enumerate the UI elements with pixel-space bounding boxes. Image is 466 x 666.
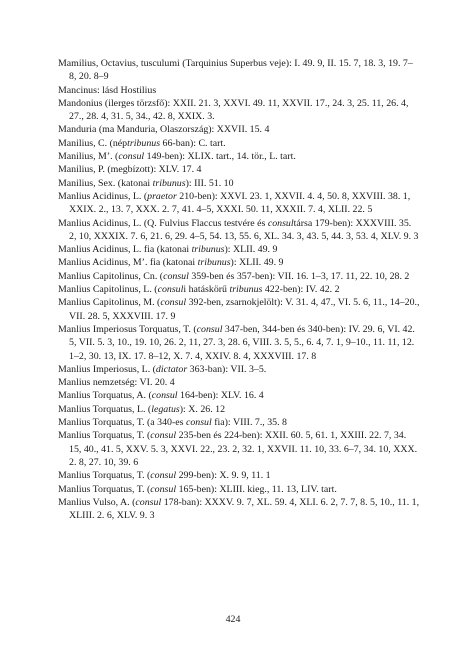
index-entry (58, 429, 420, 469)
italic-term: consul (150, 470, 177, 482)
page-number: 424 (225, 614, 241, 625)
italic-term: tribunus (191, 244, 225, 256)
italic-term: consul (151, 390, 178, 402)
index-entry (58, 150, 420, 163)
entry-text: Manlius Torquatus, T. (a 340-es (58, 417, 186, 429)
entry-text: Manlius Torquatus, A. ( (58, 390, 152, 402)
italic-term: tribunus (229, 284, 263, 296)
entry-text: Manlius Torquatus, T. ( (58, 430, 151, 442)
index-entry (58, 469, 420, 482)
entry-text: fia): VIII. 7., 35. 8 (211, 417, 287, 429)
entry-text: Manlius Torquatus, T. ( (58, 470, 151, 482)
italic-term: consul (118, 151, 145, 163)
index-entry (58, 496, 420, 523)
italic-term: consul (135, 496, 162, 508)
italic-term: dictator (155, 363, 188, 375)
entry-text: Manilius, Sex. (katonai (58, 177, 153, 189)
entry-text: Mandonius (ilerges törzsfő): XXII. 21. 3, XXVI. 49. 11, XXVII. 17., 24. 3, 25. 11, 26. 4, 27., 28. 4, 31. 5, 34., 42. 8, XXIX. 3. (58, 97, 409, 123)
entry-text: Manlius Capitolinus, M. ( (58, 297, 161, 309)
italic-term: consul (196, 323, 223, 335)
italic-term: consul (150, 483, 177, 495)
entry-text: 66-ban): C. tart. (160, 137, 226, 149)
italic-term: consul (267, 217, 294, 229)
entry-text: 347-ben, 344-ben és 340-ben): IV. 29. 6, VI. 42. 5, VII. 5. 3, 10., 19. 10, 26. 2, 11, 27. 3, 28. 6, VIII. 3. 5, 5., 6. 4, 7. 1, 9–10., 11. 11, 12. 1–2, 30. 13, IX. 17. 8–12, X. 7. 4, XXIV. 8. 4, XXXVIII. 17. 8 (69, 323, 415, 362)
italic-term: legatus (151, 403, 180, 415)
entry-text: 235-ben és 224-ben): XXII. 60. 5, 61. 1, XXIII. 22. 7, 34. 15, 40., 41. 5, XXV. 5. 3, XXVI. 22., 23. 2, 32. 1, XXVII. 11. 10, 33. 6–7, 34. 10, XXX. 2. 8, 27. 10, 39. 6 (69, 430, 418, 468)
entry-text: Manilius, C. (nép (58, 137, 128, 149)
entry-text: i hatáskörű (183, 284, 230, 296)
index-entry (58, 97, 420, 124)
index-entry (58, 270, 420, 283)
index-entry (58, 403, 420, 416)
entry-text: Manlius Imperiosus Torquatus, T. ( (58, 323, 197, 335)
italic-term: praetor (147, 190, 177, 202)
italic-term: consul (160, 297, 187, 309)
index-entry (58, 323, 420, 363)
italic-term: tribunus (127, 137, 161, 149)
entry-text: Mamilius, Octavius, tusculumi (Tarquinius Superbus veje): I. 49. 9, II. 15. 7, 18. 3, 19. 7–8, 20. 8–9 (58, 58, 413, 83)
italic-term: consul (163, 270, 189, 282)
entry-text: ): X. 26. 12 (179, 403, 226, 415)
index-entry (58, 416, 420, 429)
entry-text: Manlius Acidinus, L. (Q. Fulvius Flaccus testvére és (58, 217, 268, 229)
index-entry (58, 137, 420, 150)
entry-text: Manlius Capitolinus, Cn. ( (58, 270, 164, 282)
index-entry (58, 363, 420, 376)
index-entry (58, 389, 420, 402)
entry-text: 392-ben, zsarnokjelölt): V. 31. 4, 47., VI. 5. 6, 11., 14–20., VII. 28. 5, XXXVIII. 17. 9 (69, 297, 420, 322)
name-index-list (58, 57, 420, 522)
entry-text: ): XLII. 49. 9 (230, 257, 284, 269)
index-entry (58, 217, 420, 244)
entry-text: Manlius Torquatus, T. ( (58, 483, 151, 495)
index-entry (58, 163, 420, 176)
entry-text: Mancinus: lásd Hostilius (58, 84, 157, 96)
index-entry (58, 376, 420, 389)
entry-text: 299-ben): X. 9. 9, 11. 1 (176, 470, 271, 482)
entry-text: Manduria (ma Manduria, Olaszország): XXVII. 15. 4 (58, 124, 270, 136)
index-entry (58, 57, 420, 84)
entry-text: Manlius Capitolinus, L. ( (58, 284, 158, 296)
italic-term: consul (185, 417, 212, 429)
index-entry (58, 177, 420, 190)
entry-text: Manlius Acidinus, M’. fia (katonai (58, 257, 198, 269)
index-entry (58, 256, 420, 269)
entry-text: 149-ben): XLIX. tart., 14. tör., L. tart. (144, 151, 296, 163)
index-entry (58, 483, 420, 496)
entry-text: 359-ben és 357-ben): VII. 16. 1–3, 17. 11, 22. 10, 28. 2 (188, 270, 410, 282)
entry-text: 422-ben): IV. 42. 2 (262, 284, 340, 296)
entry-text: ): XLII. 49. 9 (224, 244, 278, 256)
entry-text: Manlius nemzetség: VI. 20. 4 (58, 377, 175, 389)
entry-text: Manilius, M’. ( (58, 151, 119, 163)
index-entry (58, 123, 420, 136)
index-entry (58, 296, 420, 323)
entry-text: Manlius Acidinus, L. fia (katonai (58, 244, 192, 256)
entry-text: 363-ban): VII. 3–5. (187, 363, 267, 375)
index-entry (58, 243, 420, 256)
entry-text: Manlius Imperiosus, L. ( (58, 363, 156, 375)
entry-text: 164-ben): XLV. 16. 4 (177, 390, 264, 402)
entry-text: 178-ban): XXXV. 9. 7, XL. 59. 4, XLI. 6. 2, 7. 7, 8. 5, 10., 11. 1, XLIII. 2. 6, XLV. 9. 3 (69, 496, 420, 522)
italic-term: consul (157, 284, 184, 296)
index-entry (58, 283, 420, 296)
entry-text: társa 179-ben): XXXVIII. 35. 2, 10, XXXIX. 7. 6, 21. 6, 29. 4–5, 54. 13, 55. 6, XL. 34. 3, 43. 5, 44. 3, 53. 4, XLV. 9. 3 (69, 217, 419, 242)
entry-text: 165-ben): XLIII. kieg., 11. 13, LIV. tart. (176, 483, 337, 495)
entry-text: Manlius Torquatus, L. ( (58, 403, 152, 415)
entry-text: Manlius Acidinus, L. ( (58, 190, 148, 202)
index-entry (58, 190, 420, 217)
italic-term: tribunus (197, 257, 231, 269)
italic-term: tribunus (152, 177, 186, 189)
entry-text: Manilius, P. (megbízott): XLV. 17. 4 (58, 164, 202, 176)
entry-text: Manlius Vulso, A. ( (58, 496, 136, 508)
index-entry (58, 84, 420, 97)
entry-text: ): III. 51. 10 (185, 177, 234, 189)
italic-term: consul (150, 430, 177, 442)
entry-text: 210-ben): XXVI. 23. 1, XXVII. 4. 4, 50. 8, XXVIII. 38. 1, XXIX. 2., 13. 7, XXX. 2. 7, 41. 4–5, XXXI. 50. 11, XXXII. 7. 4, XLII. 22. 5 (69, 190, 411, 216)
